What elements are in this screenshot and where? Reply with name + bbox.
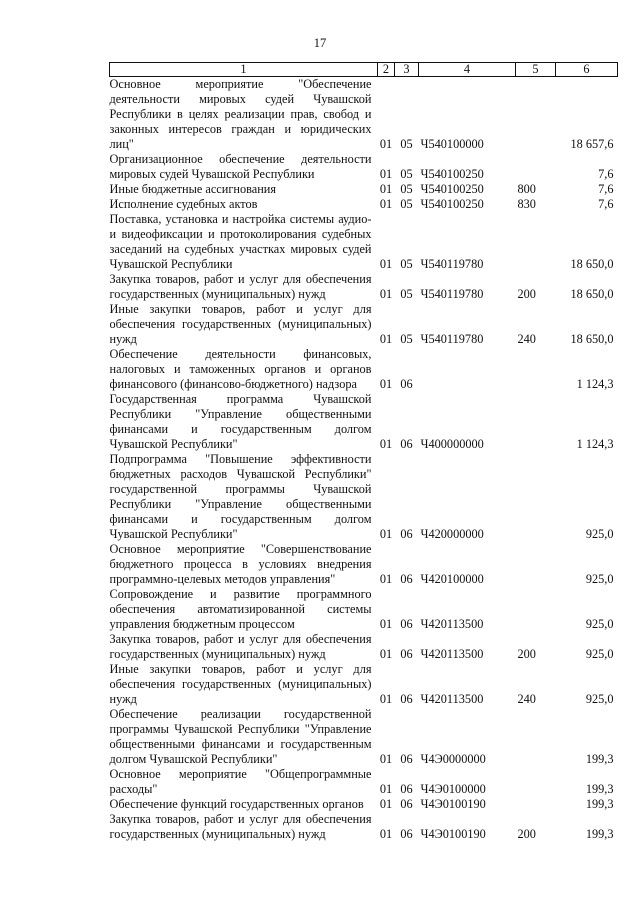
row-amount: 925,0	[585, 692, 614, 706]
row-section: 01	[379, 647, 393, 661]
row-name: Основное мероприятие "Обеспечение деятельности мировых судей Чувашской Республики в целях реализации прав, свобод и законных интересов граждан и юридических лиц"	[109, 77, 372, 151]
table-row	[110, 152, 618, 182]
row-section: 01	[379, 287, 393, 301]
table-row	[110, 632, 618, 662]
row-amount: 18 650,0	[570, 287, 614, 301]
header-col-subsection: 3	[395, 63, 419, 77]
row-name: Сопровождение и развитие программного обеспечения автоматизированной системы управления бюджетным процессом	[109, 587, 372, 631]
table-row	[110, 812, 618, 842]
row-subsection: 05	[400, 257, 413, 271]
table-row	[110, 302, 618, 347]
row-expense-type	[516, 347, 556, 392]
row-amount: 925,0	[585, 527, 614, 541]
row-name: Иные закупки товаров, работ и услуг для обеспечения государственных (муниципальных) нужд	[109, 662, 372, 706]
row-subsection: 06	[400, 437, 413, 451]
row-expense-type: 200	[517, 647, 536, 661]
row-expense-type	[516, 707, 556, 767]
table-row	[110, 662, 618, 707]
row-name: Поставка, установка и настройка системы аудио- и видеофиксации и протоколирования судебных заседаний на судебных участках мировых судей Чувашской Республики	[109, 212, 372, 271]
row-section: 01	[379, 797, 393, 811]
header-col-target-code: 4	[419, 63, 516, 77]
row-subsection: 05	[400, 197, 413, 211]
row-section: 01	[379, 827, 393, 841]
row-expense-type	[516, 542, 556, 587]
row-amount: 18 650,0	[570, 332, 614, 346]
row-expense-type	[516, 77, 556, 153]
row-target-code: Ч540100000	[420, 137, 484, 151]
table-row	[110, 182, 618, 197]
row-expense-type	[516, 797, 556, 812]
table-row	[110, 197, 618, 212]
row-target-code: Ч420113500	[420, 647, 484, 661]
row-target-code: Ч420113500	[420, 617, 484, 631]
row-expense-type	[516, 767, 556, 797]
header-col-section: 2	[378, 63, 395, 77]
row-expense-type: 200	[517, 827, 536, 841]
row-target-code: Ч540100250	[420, 197, 484, 211]
header-col-name: 1	[110, 63, 378, 77]
row-expense-type	[516, 392, 556, 452]
row-section: 01	[379, 257, 393, 271]
row-name: Обеспечение функций государственных органов	[109, 797, 364, 811]
row-name: Закупка товаров, работ и услуг для обеспечения государственных (муниципальных) нужд	[109, 812, 372, 841]
row-subsection: 05	[400, 182, 413, 196]
table-row	[110, 452, 618, 542]
row-section: 01	[379, 617, 393, 631]
table-row	[110, 392, 618, 452]
row-expense-type: 800	[517, 182, 536, 196]
row-subsection: 06	[400, 797, 413, 811]
row-target-code: Ч540119780	[420, 332, 484, 346]
row-expense-type	[516, 152, 556, 182]
row-amount: 199,3	[585, 782, 614, 796]
row-section: 01	[379, 167, 393, 181]
table-row	[110, 77, 618, 153]
row-amount: 925,0	[585, 647, 614, 661]
row-amount: 18 650,0	[570, 257, 614, 271]
table-row	[110, 212, 618, 272]
row-amount: 7,6	[598, 182, 614, 196]
row-amount: 18 657,6	[570, 137, 614, 151]
row-name: Закупка товаров, работ и услуг для обеспечения государственных (муниципальных) нужд	[109, 632, 372, 661]
table-row	[110, 767, 618, 797]
row-target-code	[419, 347, 516, 392]
row-name: Обеспечение деятельности финансовых, налоговых и таможенных органов и органов финансового (финансово-бюджетного) надзора	[109, 347, 372, 391]
row-subsection: 06	[400, 692, 413, 706]
row-subsection: 06	[400, 782, 413, 796]
row-subsection: 05	[400, 137, 413, 151]
table-row	[110, 347, 618, 392]
row-amount: 925,0	[585, 617, 614, 631]
row-amount: 1 124,3	[576, 377, 614, 391]
row-amount: 925,0	[585, 572, 614, 586]
row-subsection: 06	[400, 647, 413, 661]
row-target-code: Ч4Э0100190	[420, 827, 486, 841]
row-amount: 7,6	[598, 197, 614, 211]
row-target-code: Ч4Э0100190	[420, 797, 486, 811]
row-expense-type: 200	[517, 287, 536, 301]
table-row	[110, 797, 618, 812]
row-subsection: 05	[400, 287, 413, 301]
row-name: Обеспечение реализации государственной программы Чувашской Республики "Управление общественными финансами и государственным долгом Чувашской Республики"	[109, 707, 372, 766]
row-subsection: 05	[400, 167, 413, 181]
header-col-amount: 6	[556, 63, 618, 77]
table-row	[110, 587, 618, 632]
row-section: 01	[379, 692, 393, 706]
row-section: 01	[379, 332, 393, 346]
row-subsection: 06	[400, 617, 413, 631]
row-name: Основное мероприятие "Общепрограммные расходы"	[109, 767, 372, 796]
row-target-code: Ч420113500	[420, 692, 484, 706]
row-section: 01	[379, 782, 393, 796]
row-target-code: Ч4Э0000000	[420, 752, 486, 766]
row-amount: 199,3	[585, 752, 614, 766]
row-expense-type: 240	[517, 332, 536, 346]
row-subsection: 06	[400, 377, 413, 391]
row-section: 01	[379, 752, 393, 766]
row-amount: 199,3	[585, 827, 614, 841]
row-target-code: Ч420000000	[420, 527, 484, 541]
table-row	[110, 542, 618, 587]
table-row	[110, 272, 618, 302]
row-section: 01	[379, 182, 393, 196]
row-section: 01	[379, 137, 393, 151]
row-expense-type: 830	[517, 197, 536, 211]
row-expense-type: 240	[517, 692, 536, 706]
row-expense-type	[516, 587, 556, 632]
row-section: 01	[379, 437, 393, 451]
table-row	[110, 707, 618, 767]
row-name: Организационное обеспечение деятельности мировых судей Чувашской Республики	[109, 152, 372, 181]
row-expense-type	[516, 212, 556, 272]
row-target-code: Ч540100250	[420, 167, 484, 181]
row-name: Закупка товаров, работ и услуг для обеспечения государственных (муниципальных) нужд	[109, 272, 372, 301]
row-amount: 199,3	[585, 797, 614, 811]
row-target-code: Ч400000000	[420, 437, 484, 451]
header-row	[110, 63, 618, 77]
row-name: Подпрограмма "Повышение эффективности бюджетных расходов Чувашской Республики" государственной программы Чувашской Республики "Управление общественными финансами и государственным долгом Чувашской Республики"	[109, 452, 372, 541]
row-amount: 1 124,3	[576, 437, 614, 451]
row-subsection: 06	[400, 752, 413, 766]
row-subsection: 06	[400, 527, 413, 541]
row-target-code: Ч540100250	[420, 182, 484, 196]
row-subsection: 06	[400, 827, 413, 841]
row-target-code: Ч4Э0100000	[420, 782, 486, 796]
row-name: Государственная программа Чувашской Республики "Управление общественными финансами и государственным долгом Чувашской Республики"	[109, 392, 372, 451]
row-section: 01	[379, 197, 393, 211]
page-number: 17	[313, 36, 327, 50]
row-target-code: Ч420100000	[420, 572, 484, 586]
row-name: Исполнение судебных актов	[109, 197, 258, 211]
row-target-code: Ч540119780	[420, 287, 484, 301]
row-subsection: 05	[400, 332, 413, 346]
row-amount: 7,6	[598, 167, 614, 181]
row-subsection: 06	[400, 572, 413, 586]
row-name: Иные бюджетные ассигнования	[109, 182, 277, 196]
header-col-expense-type: 5	[516, 63, 556, 77]
row-section: 01	[379, 572, 393, 586]
budget-table	[109, 62, 618, 842]
row-name: Основное мероприятие "Совершенствование бюджетного процесса в условиях внедрения программно-целевых методов управления"	[109, 542, 372, 586]
row-name: Иные закупки товаров, работ и услуг для обеспечения государственных (муниципальных) нужд	[109, 302, 372, 346]
row-section: 01	[379, 527, 393, 541]
row-expense-type	[516, 452, 556, 542]
row-target-code: Ч540119780	[420, 257, 484, 271]
row-section: 01	[379, 377, 393, 391]
